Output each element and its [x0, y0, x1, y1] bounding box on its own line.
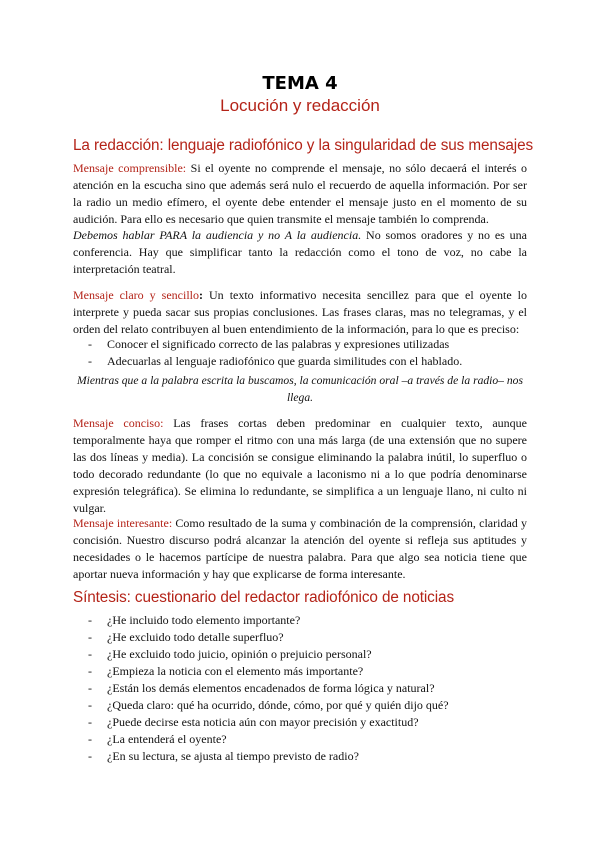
label-claro-sencillo: Mensaje claro y sencillo [73, 288, 199, 302]
question-list [73, 612, 527, 765]
text-conciso: Las frases cortas deben predominar en cualquier texto, aunque temporalmente haya que romper el ritmo con una más larga (de una extensión que no supere las dos líneas y media). La concisión se consigue eliminando la palabra inútil, lo superfluo o todo decorado redundante (lo que no equivale a laconismo ni a lo que podría denominarse expresión telegráfica). Se elimina lo redundante, se simplifica a un lenguaje llano, ni culto ni vulgar. [73, 416, 527, 515]
paragraph-conciso [73, 415, 527, 517]
list-item: - ¿He incluido todo elemento importante? [88, 613, 301, 627]
dash-bullet: - [88, 664, 92, 678]
dash-bullet: - [88, 749, 92, 763]
list-item: - ¿Puede decirse esta noticia aún con mayor precisión y exactitud? [88, 715, 419, 729]
text-audiencia: No somos oradores y no es una conferencia. Hay que simplificar tanto la redacción como el tono de voz, no cabe la interpretación teatral. [73, 228, 527, 276]
text-interesante: Como resultado de la suma y combinación de la comprensión, claridad y concisión. Nuestro discurso podrá alcanzar la atención del oyente si refleja sus aptitudes y necesidades o le hacemos partícipe de nuestra palabra. Para que algo sea noticia tiene que aportar nueva información y hay que explicarse de forma interesante. [73, 516, 527, 581]
paragraph-audiencia [73, 227, 527, 278]
dash-bullet: - [88, 732, 92, 746]
paragraph-comprensible [73, 160, 527, 228]
italic-audiencia: Debemos hablar PARA la audiencia y no A la audiencia. [73, 228, 362, 242]
bullet-list-claro [73, 336, 527, 370]
label-interesante: Mensaje interesante: [73, 516, 173, 530]
text-comprensible: Si el oyente no comprende el mensaje, no sólo decaerá el interés o atención en la escucha sino que además será nulo el recuerdo de aquella información. Por ser la radio un medio efímero, el oyente debe entender el mensaje justo en el momento de su audición. Para ello es necesario que quien transmite el mensaje también lo comprenda. [73, 161, 528, 226]
label-colon: : [199, 288, 203, 302]
list-item: - ¿En su lectura, se ajusta al tiempo previsto de radio? [88, 749, 359, 763]
dash-bullet: - [88, 698, 92, 712]
list-item: - Conocer el significado correcto de las palabras y expresiones utilizadas [88, 337, 450, 351]
list-item: - Adecuarlas al lenguaje radiofónico que guarda similitudes con el hablado. [88, 354, 463, 368]
dash-bullet: - [88, 613, 92, 627]
dash-bullet: - [88, 630, 92, 644]
dash-bullet: - [88, 354, 92, 368]
label-conciso: Mensaje conciso: [73, 416, 164, 430]
list-item: - ¿He excluido todo juicio, opinión o prejuicio personal? [88, 647, 372, 661]
paragraph-claro-sencillo [73, 287, 527, 338]
dash-bullet: - [88, 337, 92, 351]
quote-palabra-escrita: Mientras que a la palabra escrita la buscamos, la comunicación oral –a través de la radio– nos llega. [76, 374, 523, 404]
list-item: - ¿He excluido todo detalle superfluo? [88, 630, 284, 644]
section-heading-sintesis: Síntesis: cuestionario del redactor radiofónico de noticias [73, 589, 454, 606]
dash-bullet: - [88, 681, 92, 695]
section-heading-redaccion: La redacción: lenguaje radiofónico y la singularidad de sus mensajes [73, 137, 534, 154]
list-item: - ¿Queda claro: qué ha ocurrido, dónde, cómo, por qué y quién dijo qué? [88, 698, 449, 712]
page-title: TEMA 4 [262, 73, 338, 94]
label-comprensible: Mensaje comprensible: [73, 161, 187, 175]
list-item: - ¿La entenderá el oyente? [88, 732, 227, 746]
list-item: - ¿Empieza la noticia con el elemento más importante? [88, 664, 364, 678]
paragraph-interesante [73, 515, 527, 583]
list-item: - ¿Están los demás elementos encadenados de forma lógica y natural? [88, 681, 435, 695]
dash-bullet: - [88, 715, 92, 729]
dash-bullet: - [88, 647, 92, 661]
text-claro-sencillo: Un texto informativo necesita sencillez para que el oyente lo interprete y pueda sacar sus propias conclusiones. Las frases claras, mas no telegramas, y el orden del relato contribuyen al buen entendimiento de la información, para lo que es preciso: [73, 288, 527, 336]
page-subtitle: Locución y redacción [220, 96, 380, 115]
